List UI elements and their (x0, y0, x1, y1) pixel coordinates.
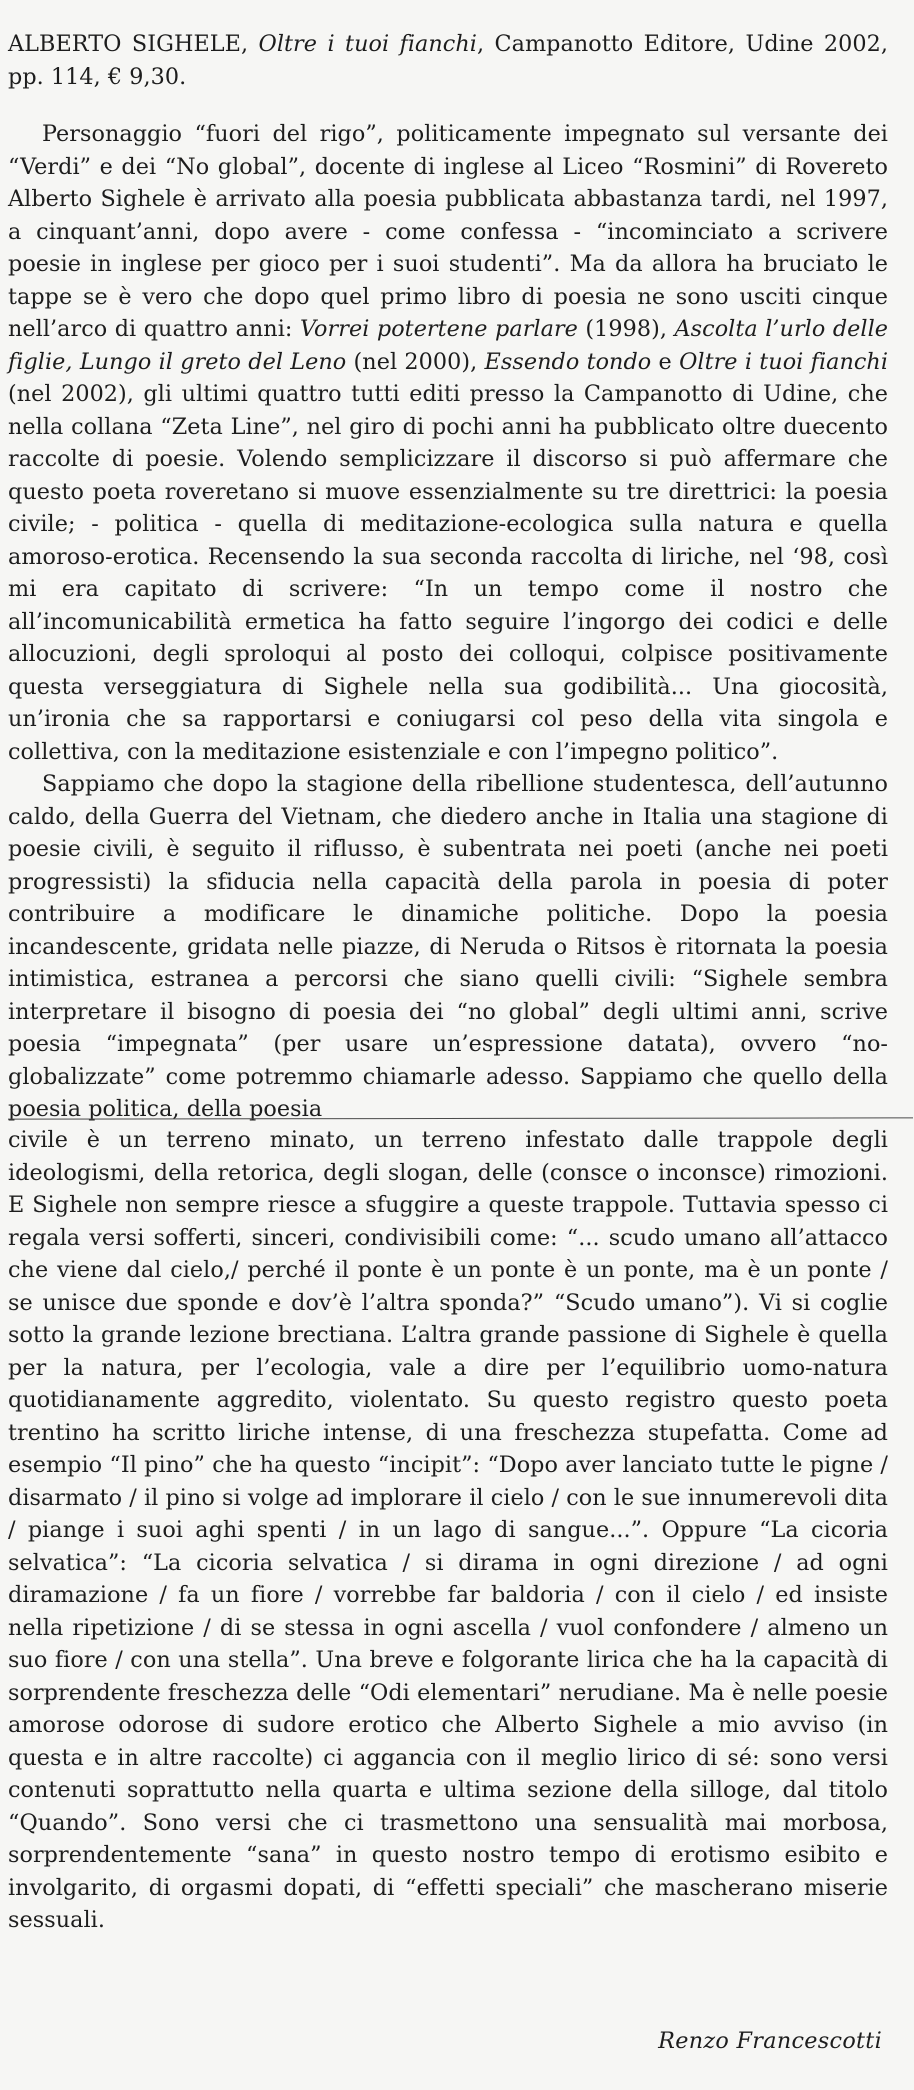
cited-title: Ascolta l’urlo delle figlie, Lungo il greto del Leno (8, 316, 889, 375)
paragraph-1-text: (1998), (577, 316, 675, 342)
paragraph-2-continued: civile è un terreno minato, un terreno infestato dalle trappole degli ideologismi, della retorica, degli slogan, delle (consce o inconsce) rimozioni. E Sighele non sempre riesce a sfuggire a queste trappole. Tuttavia spesso ci regala versi sofferti, sinceri, condivisibili come: “... scudo umano all’attacco che viene dal cielo,/ perché il ponte è un ponte è un ponte, ma è un ponte / se unisce due sponde e dov’è l’altra sponda?” “Scudo umano”). Vi si coglie sotto la grande lezione brectiana. L’altra grande passione di Sighele è quella per la natura, per l’ecologia, vale a dire per l’equilibrio uomo-natura quotidianamente aggredito, violentato. Su questo registro questo poeta trentino ha scritto liriche intense, di una freschezza stupefatta. Come ad esempio “Il pino” che ha questo “incipit”: “Dopo aver lanciato tutte le pigne / disarmato / il pino si volge ad implorare il cielo / con le sue innumerevoli dita / piange i suoi aghi spenti / in un lago di sangue...”. Oppure “La cicoria selvatica”: “La cicoria selvatica / si dirama in ogni direzione / ad ogni diramazione / fa un fiore / vorrebbe far baldoria / con il cielo / ed insiste nella ripetizione / di se stessa in ogni ascella / vuol confondere / almeno un suo fiore / con una stella”. Una breve e folgorante lirica che ha la capacità di sorprendente freschezza delle “Odi elementari” nerudiane. Ma è nelle poesie amorose odorose di sudore erotico che Alberto Sighele a mio avviso (in questa e in altre raccolte) ci aggancia con il meglio lirico di sé: sono versi contenuti soprattutto nella quarta e ultima sezione della silloge, dal titolo “Quando”. Sono versi che ci trasmettono una sensualità mai morbosa, sorprendentemente “sana” in questo nostro tempo di erotismo esibito e involgarito, di orgasmi dopati, di “effetti speciali” che mascherano miserie sessuali. (8, 1127, 888, 1933)
paragraph-1-text: (nel 2002), gli ultimi quattro tutti editi presso la Campanotto di Udine, che nella collana “Zeta Line”, nel giro di pochi anni ha pubblicato oltre duecento raccolte di poesie. Volendo semplicizzare il discorso si può affermare che questo poeta roveretano si muove essenzialmente su tre direttrici: la poesia civile; - politica - quella di meditazione-ecologica sulla natura e quella amoroso-erotica. Recensendo la sua seconda raccolta di liriche, nel ‘98, così mi era capitato di scrivere: “In un tempo come il nostro che all’incomunicabilità ermetica ha fatto seguire l’ingorgo dei codici e delle allocuzioni, degli sproloqui al posto dei colloqui, colpisce positivamente questa verseggiatura di Sighele nella sua godibilità... Una giocosità, un’ironia che sa rapportarsi e coniugarsi col peso della vita singola e collettiva, con la meditazione esistenziale e con l’impegno politico”. (8, 381, 888, 765)
paragraph-1 (8, 118, 888, 768)
review-body-upper (8, 118, 888, 1126)
cited-title: Essendo tondo (484, 348, 652, 375)
paragraph-2: Sappiamo che dopo la stagione della ribellione studentesca, dell’autunno caldo, della Guerra del Vietnam, che diedero anche in Italia una stagione di poesie civili, è seguito il riflusso, è subentrata nei poeti (anche nei poeti progressisti) la sfiducia nella capacità della parola in poesia di poter contribuire a modificare le dinamiche politiche. Dopo la poesia incandescente, gridata nelle piazze, di Neruda o Ritsos è ritornata la poesia intimistica, estranea a percorsi che siano quelli civili: “Sighele sembra interpretare il bisogno di poesia dei “no global” degli ultimi anni, scrive poesia “impegnata” (per usare un’espressione datata), ovvero “no-globalizzate” come potremmo chiamarle adesso. Sappiamo che quello della poesia politica, della poesia (8, 771, 888, 1122)
book-publication-details: , Campanotto Editore, Udine 2002, pp. 114, € 9,30. (8, 31, 888, 90)
cited-title: Oltre i tuoi fianchi (679, 348, 889, 375)
paragraph-1-text: e (651, 348, 680, 375)
paragraph-1-text: Personaggio “fuori del rigo”, politicamente impegnato sul versante dei “Verdi” e dei “No global”, docente di inglese al Liceo “Rosmini” di Rovereto Alberto Sighele è arrivato alla poesia pubblicata abbastanza tardi, nel 1997, a cinquant’anni, dopo avere - come confessa - “incominciato a scrivere poesie in inglese per gioco per i suoi studenti”. Ma da allora ha bruciato le tappe se è vero che dopo quel primo libro di poesia ne sono usciti cinque nell’arco di quattro anni: (8, 121, 888, 342)
book-author: ALBERTO SIGHELE, (8, 31, 259, 57)
bibliographic-heading (8, 28, 888, 93)
cited-title: Vorrei potertene parlare (299, 316, 578, 342)
review-page (8, 0, 888, 2090)
book-title: Oltre i tuoi fianchi (258, 31, 477, 57)
review-signature: Renzo Francescotti (658, 2028, 882, 2054)
paragraph-1-text: (nel 2000), (346, 348, 485, 375)
review-body-lower (8, 1124, 888, 1937)
